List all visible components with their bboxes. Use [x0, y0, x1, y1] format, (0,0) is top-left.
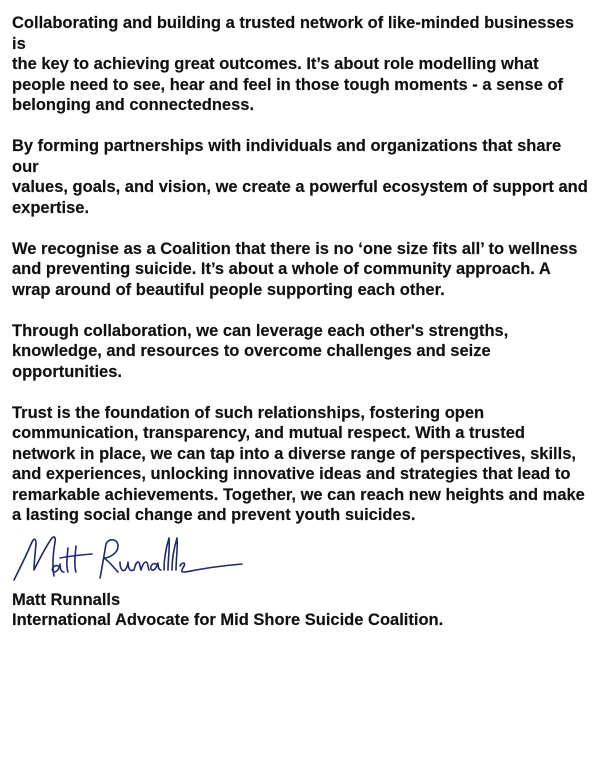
paragraph-5: Trust is the foundation of such relationships, fostering open communication, transparency, and mutual respect. With a trusted network in place, we can tap into a diverse range of perspectives, skills, and experiences, unlocking innovative ideas and strategies that lead to remarkable achievements. Together, we can reach new heights and make a lasting social change and prevent youth suicides.	[12, 403, 585, 524]
handwritten-signature	[12, 528, 252, 590]
signatory-title: International Advocate for Mid Shore Suicide Coalition.	[12, 611, 444, 629]
paragraph-1: Collaborating and building a trusted network of like-minded businesses is the key to achieving great outcomes. It’s about role modelling what people need to see, hear and feel in those tough moments - a sense of belonging and connectedness.	[12, 14, 574, 114]
paragraph-4: Through collaboration, we can leverage each other's strengths, knowledge, and resources to overcome challenges and seize opportunities.	[12, 321, 509, 381]
paragraph-2: By forming partnerships with individuals and organizations that share our values, goals, and vision, we create a powerful ecosystem of support and expertise.	[12, 137, 588, 217]
letter-body	[12, 13, 592, 631]
paragraph-3: We recognise as a Coalition that there is no ‘one size fits all’ to wellness and preventing suicide. It’s about a whole of community approach. A wrap around of beautiful people supporting each other.	[12, 239, 578, 299]
signatory-name: Matt Runnalls	[12, 590, 121, 609]
